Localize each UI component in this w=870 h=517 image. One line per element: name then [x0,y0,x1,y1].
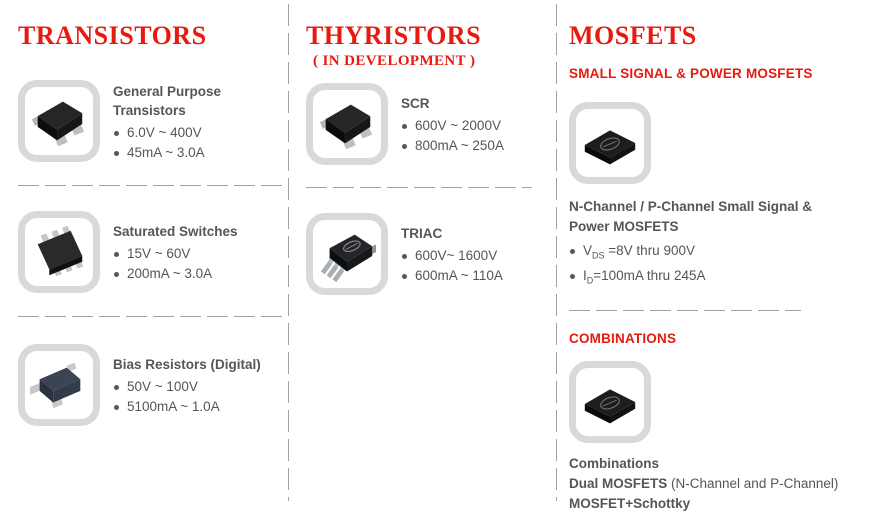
bullet-dot [402,144,407,149]
spec-bullet [569,266,860,291]
column-mosfets [569,22,860,514]
product-item-general-purpose-transistors [18,80,284,163]
spec-bullet [113,143,284,163]
product-image-frame [18,80,100,162]
section-divider [569,310,801,311]
section-divider [18,316,284,317]
dfn-mosfet-package-image [579,371,641,433]
item-title: Saturated Switches [113,224,238,239]
bullet-dot [114,272,119,277]
thyristors-subtitle: ( IN DEVELOPMENT ) [313,53,476,69]
column-divider [556,4,557,501]
column-divider [288,4,289,501]
bullet-dot [114,131,119,136]
spec-bullet [401,246,532,266]
combination-line: MOSFET+Schottky [569,496,691,512]
sot26-package-image [28,221,90,283]
spec-bullet [113,123,284,143]
product-image-frame [569,102,651,184]
product-item-scr [306,83,532,165]
section-divider [18,185,284,186]
spec-bullet [113,397,284,417]
product-image-frame [18,211,100,293]
item-title: SCR [401,96,430,111]
bullet-dot [114,385,119,390]
thyristors-title: THYRISTORS [306,21,482,50]
spec-text: 15V ~ 60V [127,246,191,261]
spec-text: 800mA ~ 250A [415,138,504,153]
product-item-triac [306,213,532,295]
spec-bullet [401,136,532,156]
sot23-package-image [316,93,378,155]
bullet-dot [114,405,119,410]
transistors-title: TRANSISTORS [18,21,207,50]
spec-text: 5100mA ~ 1.0A [127,399,220,414]
spec-text: 50V ~ 100V [127,379,198,394]
combination-line: Dual MOSFETS (N-Channel and P-Channel) [569,476,839,492]
spec-bullet [113,244,284,264]
spec-bullet [569,241,860,266]
item-title: General Purpose Transistors [113,84,222,118]
bullet-dot [570,274,575,279]
spec-text: $I_D=100mA$ thru 245A [583,267,706,286]
spec-text: 600V ~ 2000V [415,118,501,133]
spec-text: 6.0V ~ 400V [127,125,202,140]
spec-bullet [401,266,532,286]
spec-text: 600V~ 1600V [415,248,498,263]
dpak-package-image [316,223,378,285]
product-image-frame [306,83,388,165]
spec-text: 45mA ~ 3.0A [127,145,205,160]
bullet-dot [570,249,575,254]
product-item-bias-resistors [18,344,284,426]
spec-text: 600mA ~ 110A [415,268,503,283]
column-transistors [18,22,284,426]
dfn-mosfet-package-image [579,112,641,174]
sot23-package-image [28,90,90,152]
spec-text: $V_{DS} =8V$ thru 900V [583,243,695,261]
mosfets-item-title: N-Channel / P-Channel Small Signal & Power MOSFETS [569,199,813,234]
combinations-heading: COMBINATIONS [569,331,677,347]
combination-line: Combinations [569,456,659,472]
mosfets-title: MOSFETS [569,21,697,50]
item-title: TRIAC [401,226,443,241]
spec-bullet [401,116,532,136]
sot323-package-image [28,354,90,416]
product-image-frame [306,213,388,295]
product-image-frame [18,344,100,426]
bullet-dot [402,254,407,259]
product-image-frame [569,361,651,443]
bullet-dot [114,252,119,257]
bullet-dot [402,274,407,279]
small-signal-power-mosfets-heading: SMALL SIGNAL & POWER MOSFETS [569,66,813,81]
spec-bullet [113,377,284,397]
product-item-saturated-switches [18,211,284,293]
spec-text: 200mA ~ 3.0A [127,266,213,281]
section-divider [306,187,532,188]
bullet-dot [114,151,119,156]
column-thyristors [306,22,532,295]
combinations-list [569,454,860,514]
item-title: Bias Resistors (Digital) [113,357,261,372]
spec-bullet [113,264,284,284]
bullet-dot [402,124,407,129]
